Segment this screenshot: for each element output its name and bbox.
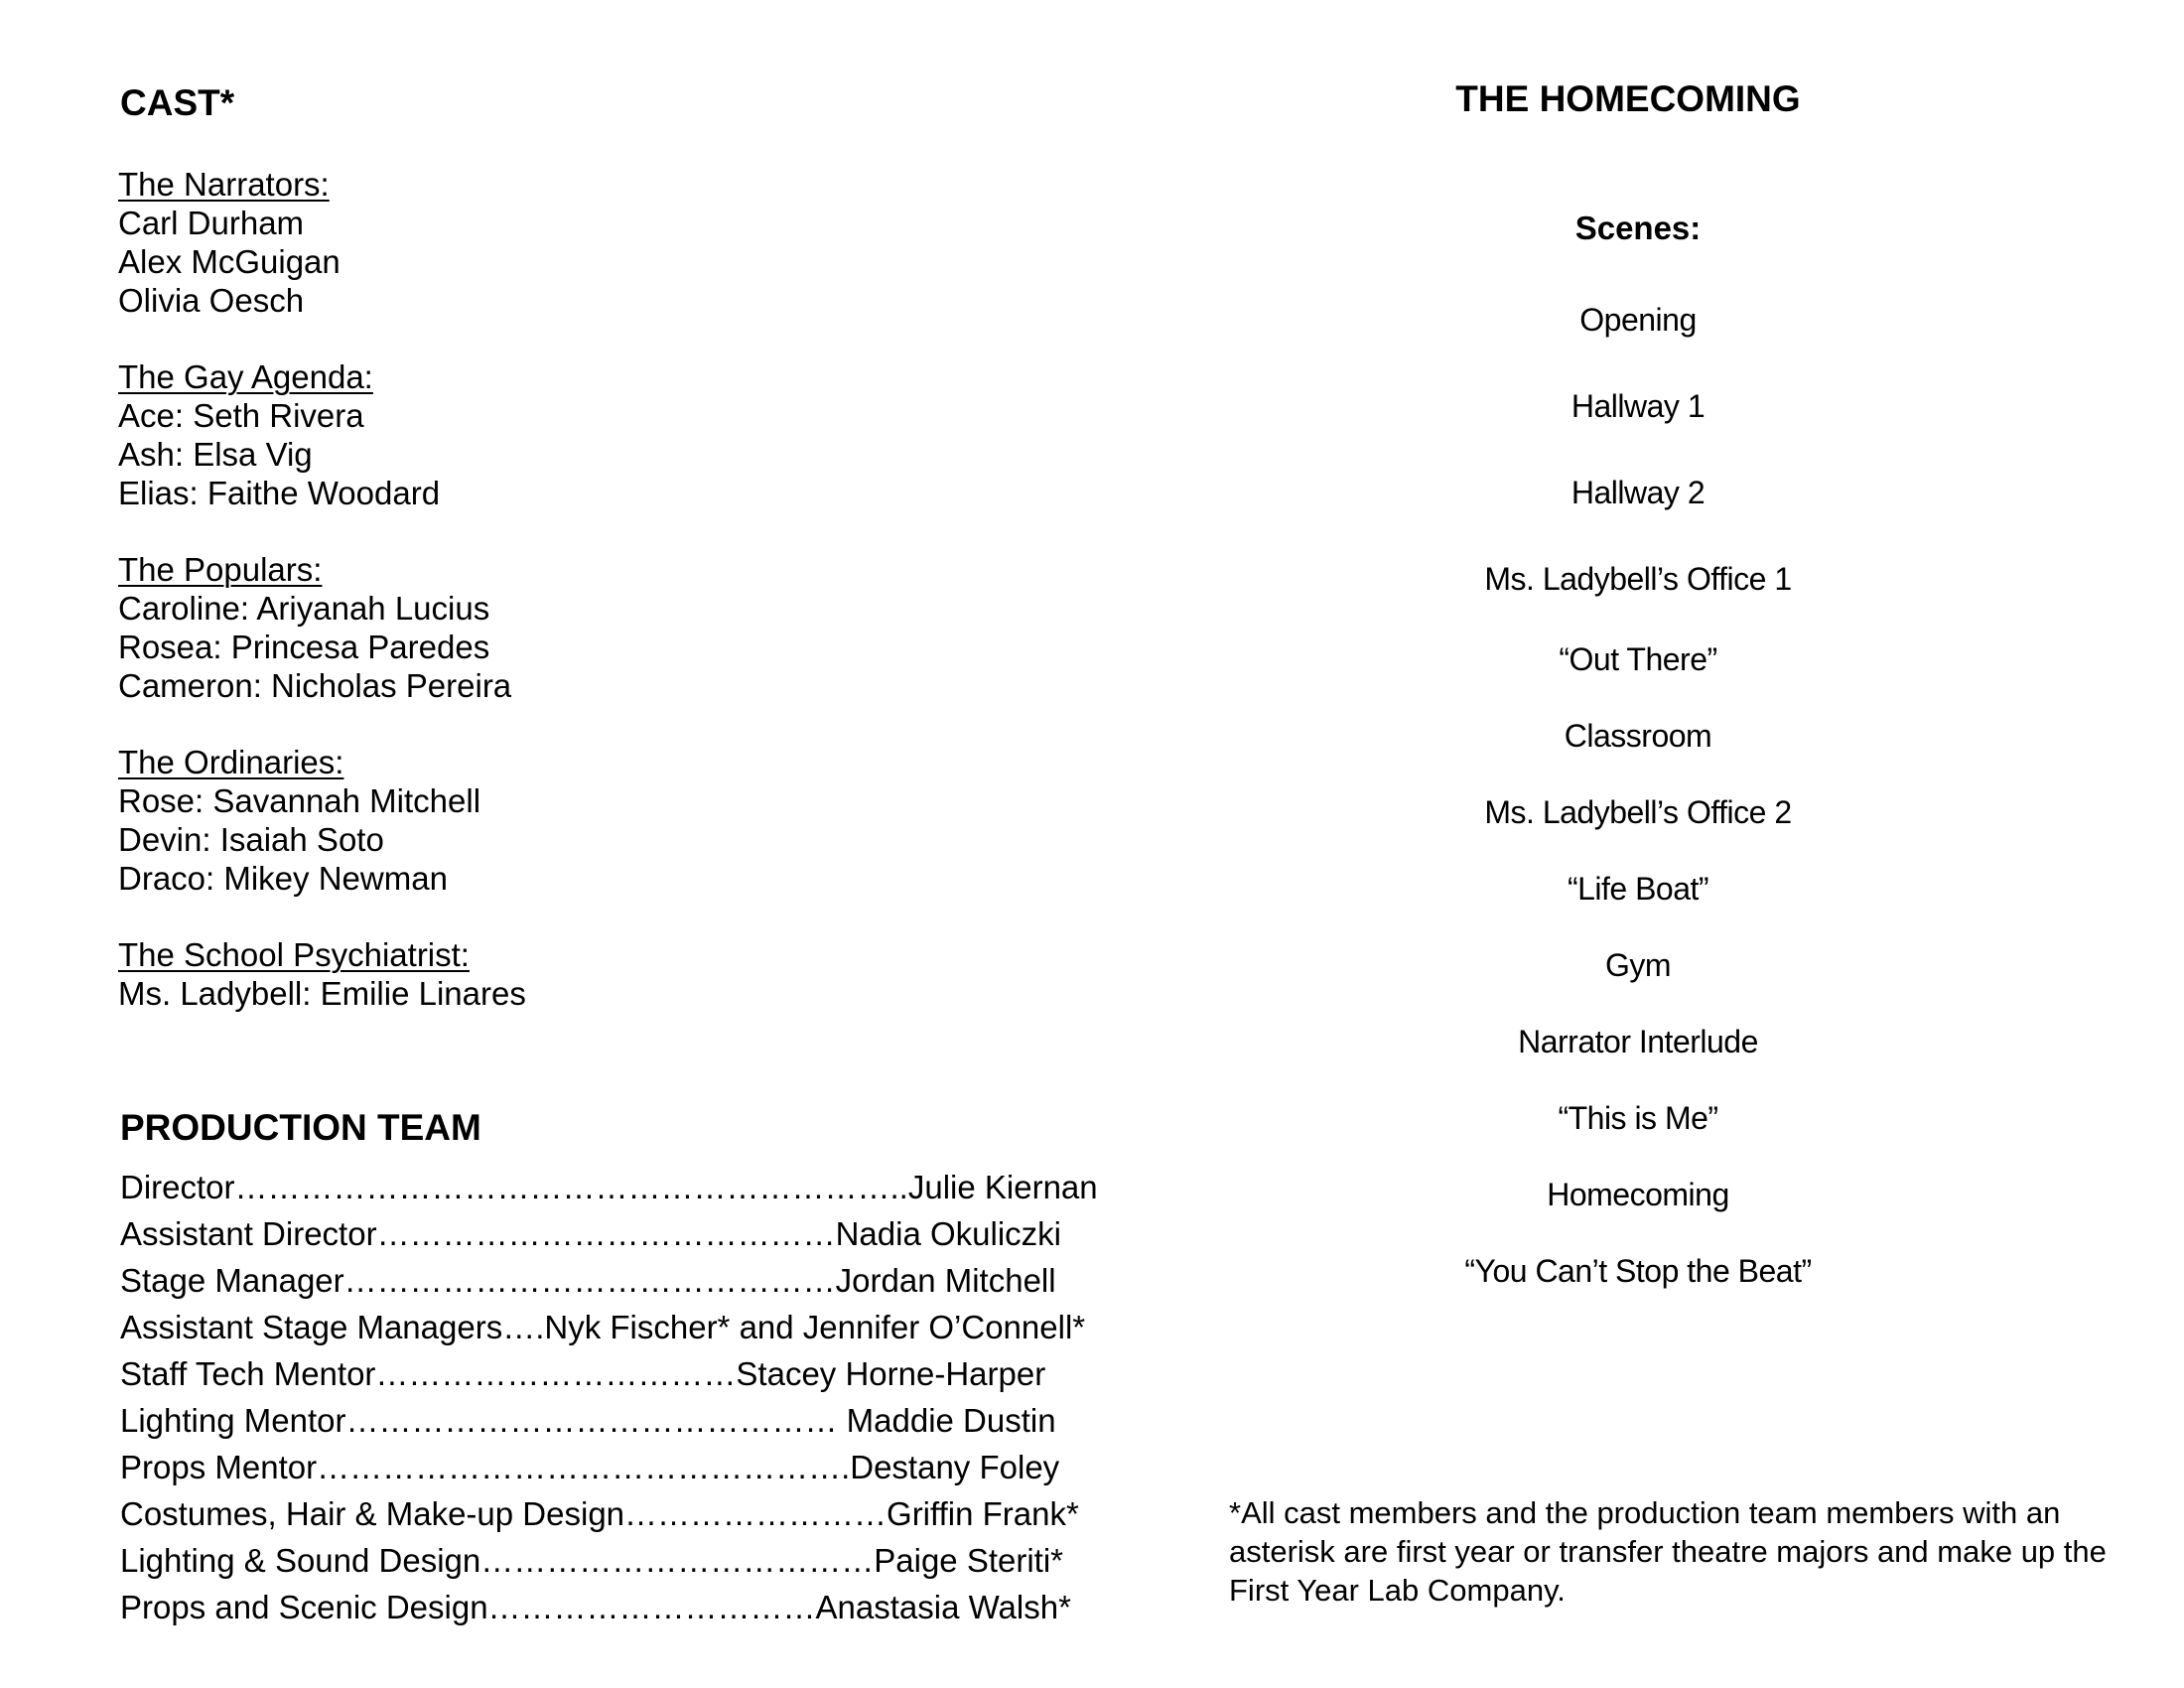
- production-line: Lighting Mentor……………………………………… Maddie Dustin: [120, 1402, 1056, 1439]
- cast-title: CAST*: [120, 82, 235, 123]
- group-heading: The Gay Agenda:: [118, 358, 373, 395]
- cast-member: Carl Durham: [118, 205, 305, 241]
- cast-member: Ash: Elsa Vig: [118, 436, 313, 473]
- scene-item: Narrator Interlude: [1518, 1024, 1758, 1059]
- show-title: THE HOMECOMING: [1455, 78, 1801, 119]
- asterisk-footnote: *All cast members and the production team members with an asterisk are first year or transfer theatre majors and make up the First Year Lab Company.: [1229, 1495, 2107, 1608]
- scene-item: “Out There”: [1559, 641, 1717, 677]
- scene-item: Hallway 1: [1570, 388, 1706, 424]
- group-heading: The School Psychiatrist:: [118, 936, 470, 973]
- cast-group-school-psychiatrist: [118, 935, 1151, 1013]
- scene-item: Gym: [1604, 947, 1672, 983]
- cast-member: Devin: Isaiah Soto: [118, 821, 384, 858]
- production-title: PRODUCTION TEAM: [120, 1107, 481, 1148]
- cast-member: Rosea: Princesa Paredes: [118, 629, 490, 665]
- scene-item: “You Can’t Stop the Beat”: [1464, 1253, 1812, 1289]
- scene-item: Hallway 2: [1570, 475, 1706, 510]
- production-line: Props Mentor………………………………………….Destany Foley: [120, 1449, 1060, 1485]
- production-line: Lighting & Sound Design………………………………Paige Steriti*: [120, 1542, 1064, 1579]
- cast-member: Cameron: Nicholas Pereira: [118, 667, 512, 704]
- production-line: Director……………………………………………………..Julie Kiernan: [120, 1169, 1098, 1205]
- scene-item: “Life Boat”: [1567, 871, 1709, 907]
- group-heading: The Populars:: [118, 551, 323, 588]
- cast-group-ordinaries: [118, 743, 1151, 898]
- scene-item: Ms. Ladybell’s Office 2: [1484, 794, 1792, 830]
- production-team-section: [120, 1104, 1172, 1630]
- cast-member: Caroline: Ariyanah Lucius: [118, 590, 490, 627]
- scene-item: Ms. Ladybell’s Office 1: [1484, 561, 1792, 597]
- scene-list: [1350, 300, 1926, 1291]
- production-line: Stage Manager………………………………………Jordan Mitchell: [120, 1262, 1056, 1299]
- scenes-heading: Scenes:: [1574, 210, 1702, 246]
- cast-group-narrators: [118, 165, 1151, 320]
- production-line: Staff Tech Mentor……………………………Stacey Horne-Harper: [120, 1355, 1046, 1392]
- production-line: Assistant Director……………………………………Nadia Okuliczki: [120, 1215, 1061, 1252]
- cast-member: Olivia Oesch: [118, 282, 305, 319]
- cast-group-populars: [118, 550, 1151, 705]
- production-line: Props and Scenic Design…………………………Anastasia Walsh*: [120, 1589, 1071, 1625]
- scene-item: Opening: [1579, 302, 1697, 338]
- cast-member: Ms. Ladybell: Emilie Linares: [118, 975, 526, 1012]
- group-heading: The Narrators:: [118, 166, 330, 203]
- scenes-section: [1350, 75, 1926, 1291]
- cast-member: Alex McGuigan: [118, 243, 341, 280]
- cast-member: Elias: Faithe Woodard: [118, 475, 441, 511]
- group-heading: The Ordinaries:: [118, 744, 344, 780]
- cast-member: Draco: Mikey Newman: [118, 860, 448, 897]
- production-line: Costumes, Hair & Make-up Design……………………Griffin Frank*: [120, 1495, 1079, 1532]
- production-line: Assistant Stage Managers….Nyk Fischer* and Jennifer O’Connell*: [120, 1309, 1086, 1345]
- scene-item: Classroom: [1564, 718, 1712, 754]
- cast-section: [118, 79, 1151, 1051]
- scene-item: “This is Me”: [1558, 1100, 1718, 1136]
- scene-item: Homecoming: [1547, 1177, 1729, 1212]
- cast-group-gay-agenda: [118, 357, 1151, 512]
- cast-member: Ace: Seth Rivera: [118, 397, 364, 434]
- cast-member: Rose: Savannah Mitchell: [118, 782, 481, 819]
